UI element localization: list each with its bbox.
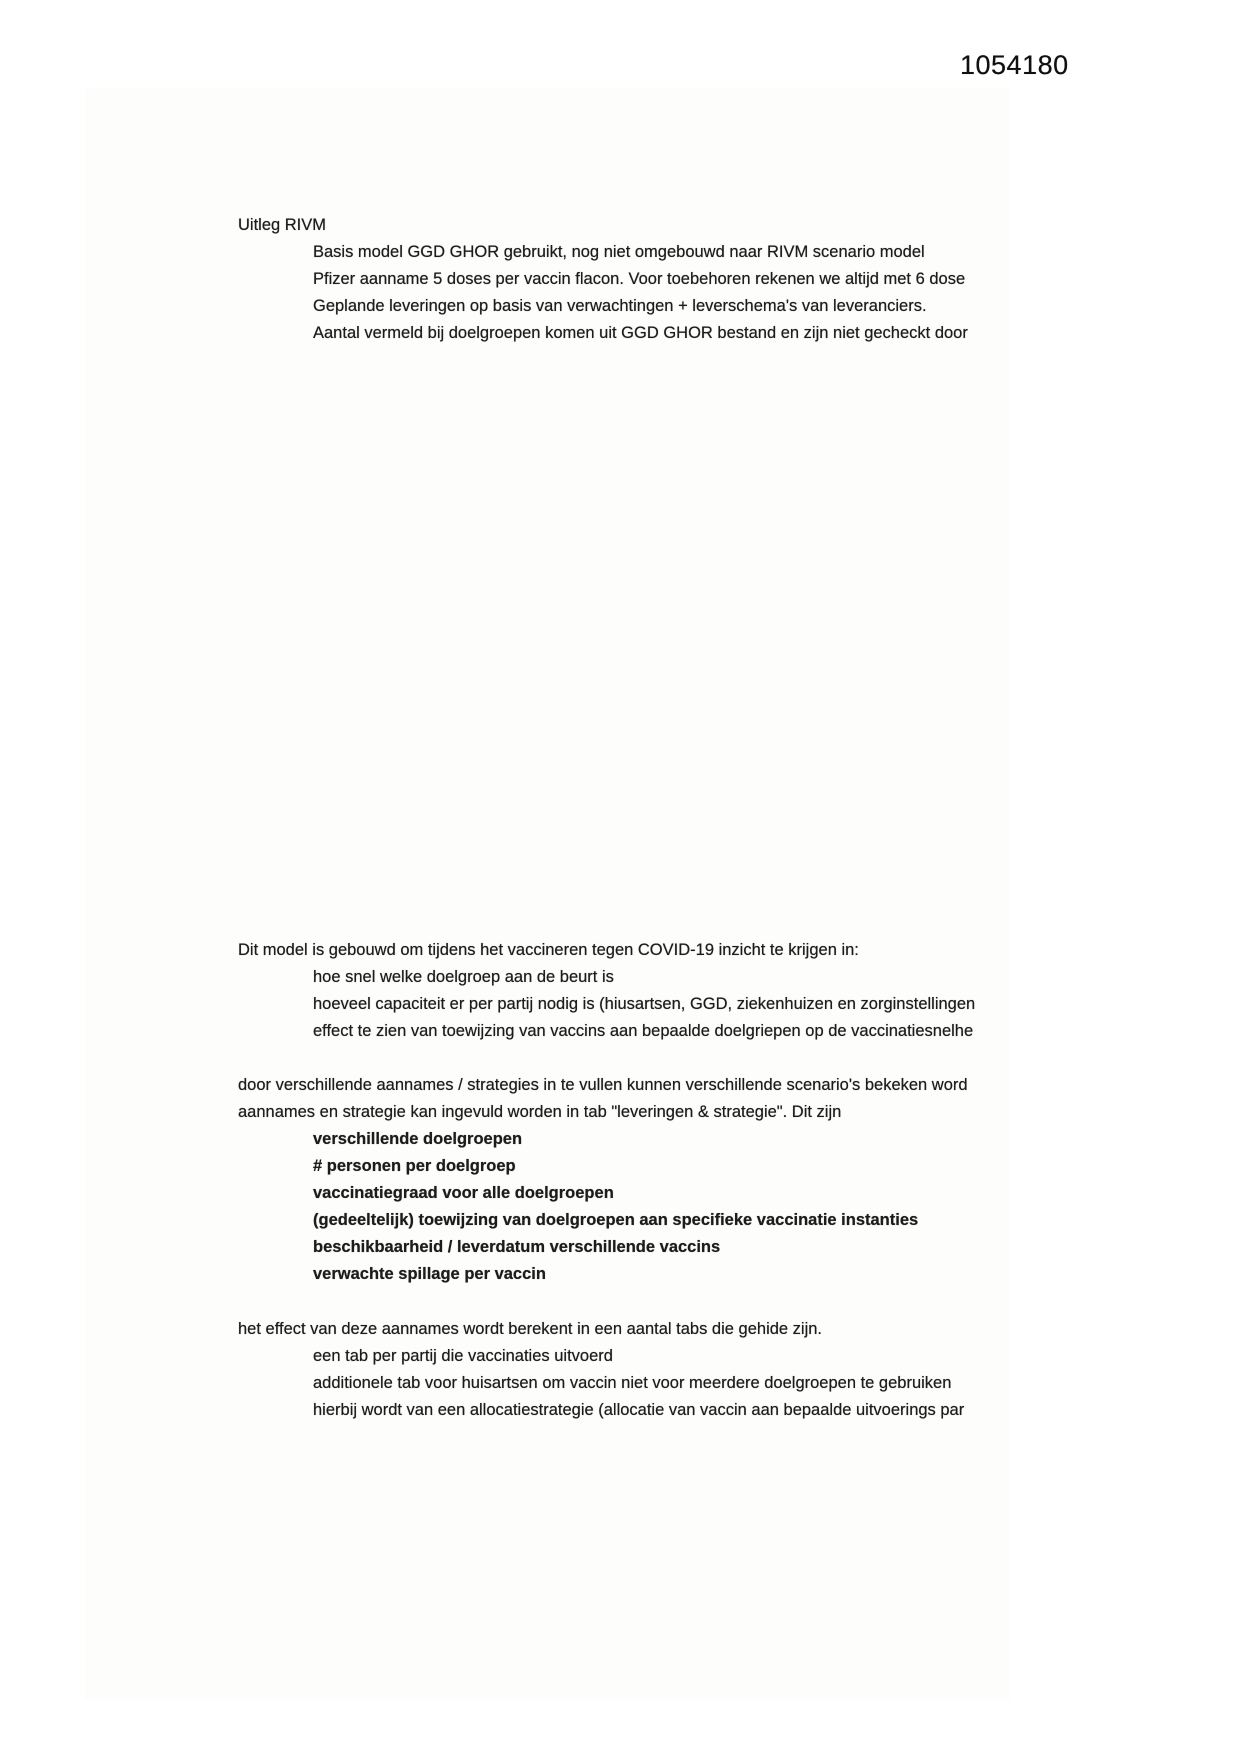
- doc-line: hoe snel welke doelgroep aan de beurt is: [313, 968, 614, 986]
- doc-line: Pfizer aanname 5 doses per vaccin flacon. Voor toebehoren rekenen we altijd met 6 dose: [313, 270, 966, 288]
- section-intro: Dit model is gebouwd om tijdens het vaccineren tegen COVID-19 inzicht te krijgen in:: [238, 941, 859, 959]
- doc-line: Basis model GGD GHOR gebruikt, nog niet omgebouwd naar RIVM scenario model: [313, 243, 925, 261]
- doc-line: Aantal vermeld bij doelgroepen komen uit GGD GHOR bestand en zijn niet gecheckt door: [313, 324, 968, 342]
- doc-line-bold: verschillende doelgroepen: [313, 1130, 523, 1148]
- page-number: 1054180: [960, 50, 1069, 80]
- doc-line-bold: beschikbaarheid / leverdatum verschillende vaccins: [313, 1238, 721, 1256]
- section-model-doel: [238, 937, 1013, 1045]
- section-intro: het effect van deze aannames wordt berekent in een aantal tabs die gehide zijn.: [238, 1320, 823, 1338]
- doc-line: additionele tab voor huisartsen om vaccin niet voor meerdere doelgroepen te gebruiken: [313, 1374, 952, 1392]
- doc-line-bold: (gedeeltelijk) toewijzing van doelgroepen aan specifieke vaccinatie instanties: [313, 1211, 919, 1229]
- doc-line: hierbij wordt van een allocatiestrategie (allocatie van vaccin aan bepaalde uitvoerings par: [313, 1401, 965, 1419]
- doc-line: Geplande leveringen op basis van verwachtingen + leverschema's van leveranciers.: [313, 297, 927, 315]
- doc-line-bold: verwachte spillage per vaccin: [313, 1265, 546, 1283]
- doc-line: effect te zien van toewijzing van vaccins aan bepaalde doelgriepen op de vaccinatiesnelhe: [313, 1022, 974, 1040]
- doc-line-bold: # personen per doelgroep: [313, 1157, 516, 1175]
- section-heading: Uitleg RIVM: [238, 216, 327, 234]
- section-effect-tabs: [238, 1316, 1013, 1424]
- doc-line: door verschillende aannames / strategies in te vullen kunnen verschillende scenario's bekeken word: [238, 1076, 968, 1094]
- doc-line: een tab per partij die vaccinaties uitvoerd: [313, 1347, 613, 1365]
- doc-line: aannames en strategie kan ingevuld worden in tab "leveringen & strategie". Dit zijn: [238, 1103, 842, 1121]
- section-uitleg-rivm: [238, 212, 1013, 347]
- doc-line-bold: vaccinatiegraad voor alle doelgroepen: [313, 1184, 614, 1202]
- doc-line: hoeveel capaciteit er per partij nodig is (hiusartsen, GGD, ziekenhuizen en zorginstellingen: [313, 995, 976, 1013]
- section-aannames-strategie: [238, 1072, 1013, 1288]
